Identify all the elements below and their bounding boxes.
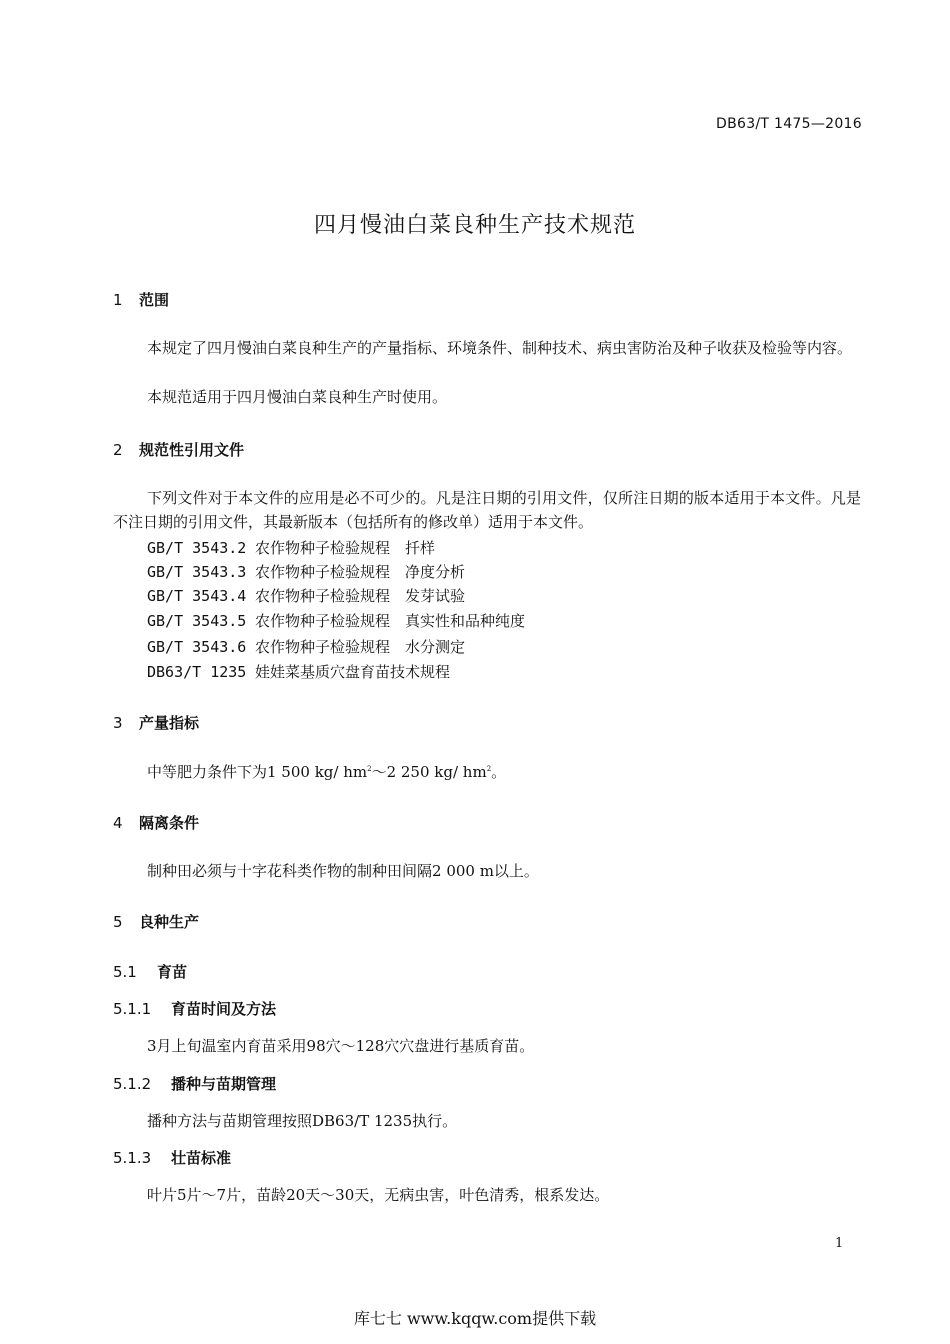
section-5-1-1-heading [113, 998, 276, 1019]
document-title: 四月慢油白菜良种生产技术规范 [313, 213, 636, 238]
section-number: 5 [113, 913, 123, 931]
reference-code: GB/T 3543.2 [147, 539, 247, 557]
section-5-1-3-paragraph: 叶片5片～7片，苗龄20天～30天，无病虫害，叶色清秀，根系发达。 [147, 1186, 610, 1204]
section-5-heading [113, 911, 199, 932]
section-4-heading [113, 812, 199, 833]
section-title: 规范性引用文件 [139, 441, 245, 459]
section-5-1-2-heading [113, 1073, 276, 1094]
standard-number: DB63/T 1475—2016 [716, 116, 862, 132]
section-number: 5.1.2 [113, 1075, 152, 1093]
section-title: 范围 [139, 291, 170, 309]
section-2-heading [113, 439, 244, 460]
section-title: 隔离条件 [139, 814, 200, 832]
section-1-heading [113, 289, 169, 310]
section-number: 5.1.1 [113, 1000, 152, 1018]
section-title: 产量指标 [139, 714, 200, 732]
reference-item [147, 661, 450, 682]
section-4-paragraph-1: 制种田必须与十字花科类作物的制种田间隔2 000 m以上。 [147, 862, 539, 880]
yield-text-part-1: 中等肥力条件下为1 500 kg/ hm [147, 763, 368, 781]
reference-item [147, 561, 465, 582]
reference-title: 农作物种子检验规程 发芽试验 [255, 587, 466, 605]
reference-code: GB/T 3543.3 [147, 563, 247, 581]
section-number: 3 [113, 714, 123, 732]
reference-item [147, 537, 435, 558]
section-number: 5.1 [113, 963, 137, 981]
section-2-paragraph-1: 下列文件对于本文件的应用是必不可少的。凡是注日期的引用文件，仅所注日期的版本适用于本文件。凡是不注日期的引用文件，其最新版本（包括所有的修改单）适用于本文件。 [113, 489, 861, 531]
reference-title: 娃娃菜基质穴盘育苗技术规程 [255, 663, 451, 681]
section-1-paragraph-1: 本规定了四月慢油白菜良种生产的产量指标、环境条件、制种技术、病虫害防治及种子收获及检验等内容。 [147, 339, 853, 357]
reference-title: 农作物种子检验规程 水分测定 [255, 638, 466, 656]
yield-text-part-3: 。 [491, 763, 507, 781]
section-number: 1 [113, 291, 123, 309]
reference-code: GB/T 3543.5 [147, 612, 247, 630]
reference-title: 农作物种子检验规程 净度分析 [255, 563, 466, 581]
section-number: 5.1.3 [113, 1149, 152, 1167]
section-title: 良种生产 [139, 913, 200, 931]
reference-code: GB/T 3543.6 [147, 638, 247, 656]
reference-code: DB63/T 1235 [147, 663, 247, 681]
section-1-paragraph-2: 本规范适用于四月慢油白菜良种生产时使用。 [147, 388, 448, 406]
yield-text-part-2: ～2 250 kg/ hm [371, 763, 487, 781]
section-title: 播种与苗期管理 [171, 1075, 277, 1093]
section-5-1-heading [113, 961, 187, 982]
section-3-heading [113, 712, 199, 733]
section-5-1-3-heading [113, 1147, 231, 1168]
section-number: 4 [113, 814, 123, 832]
reference-code: GB/T 3543.4 [147, 587, 247, 605]
section-5-1-1-paragraph: 3月上旬温室内育苗采用98穴～128穴穴盘进行基质育苗。 [147, 1037, 535, 1055]
section-title: 育苗 [157, 963, 188, 981]
footer-download-note: 库七七 www.kqqw.com提供下载 [353, 1309, 597, 1328]
reference-title: 农作物种子检验规程 扦样 [255, 539, 436, 557]
section-title: 壮苗标准 [171, 1149, 232, 1167]
superscript: 2 [367, 765, 372, 773]
section-number: 2 [113, 441, 123, 459]
section-title: 育苗时间及方法 [171, 1000, 277, 1018]
section-5-1-2-paragraph: 播种方法与苗期管理按照DB63/T 1235执行。 [147, 1112, 458, 1130]
section-3-paragraph-1 [147, 761, 506, 782]
reference-item [147, 610, 525, 631]
superscript: 2 [486, 765, 492, 773]
page-number: 1 [835, 1236, 844, 1251]
reference-title: 农作物种子检验规程 真实性和品种纯度 [255, 612, 526, 630]
reference-item [147, 585, 465, 606]
reference-item [147, 636, 465, 657]
